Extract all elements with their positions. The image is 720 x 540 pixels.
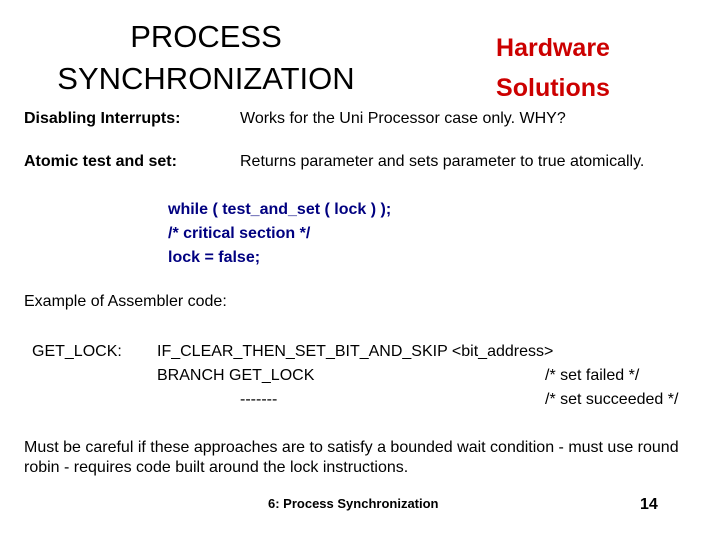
- caution-paragraph: Must be careful if these approaches are to satisfy a bounded wait condition - must use round robin - requires code built around the lock instructions.: [24, 439, 679, 476]
- title-line-1: PROCESS: [130, 19, 282, 54]
- example-heading: Example of Assembler code:: [24, 293, 227, 310]
- row-text-atomic-test-and-set: Returns parameter and sets parameter to true atomically.: [240, 153, 645, 170]
- asm-line-1: IF_CLEAR_THEN_SET_BIT_AND_SKIP <bit_address>: [157, 343, 554, 360]
- row-label-atomic-test-and-set: Atomic test and set:: [24, 153, 177, 170]
- asm-line-3-comment: /* set succeeded */: [545, 391, 679, 408]
- page-number: 14: [640, 496, 658, 513]
- subtitle-line-2: Solutions: [496, 74, 610, 102]
- asm-line-2-comment: /* set failed */: [545, 367, 640, 384]
- asm-line-3-left: -------: [240, 391, 278, 408]
- slide-title: [20, 16, 392, 100]
- slide-subtitle: [470, 28, 636, 108]
- title-line-2: SYNCHRONIZATION: [57, 61, 355, 96]
- code-line-release: lock = false;: [168, 249, 261, 266]
- subtitle-line-1: Hardware: [496, 34, 610, 62]
- asm-label: GET_LOCK:: [32, 343, 122, 360]
- row-label-disabling-interrupts: Disabling Interrupts:: [24, 110, 181, 127]
- slide-footer: 6: Process Synchronization: [268, 496, 439, 511]
- asm-line-2-left: BRANCH GET_LOCK: [157, 367, 315, 384]
- row-text-disabling-interrupts: Works for the Uni Processor case only. WHY?: [240, 110, 566, 127]
- code-block: [168, 198, 391, 270]
- code-line-while: while ( test_and_set ( lock ) );: [168, 201, 392, 218]
- code-line-comment: /* critical section */: [168, 225, 311, 242]
